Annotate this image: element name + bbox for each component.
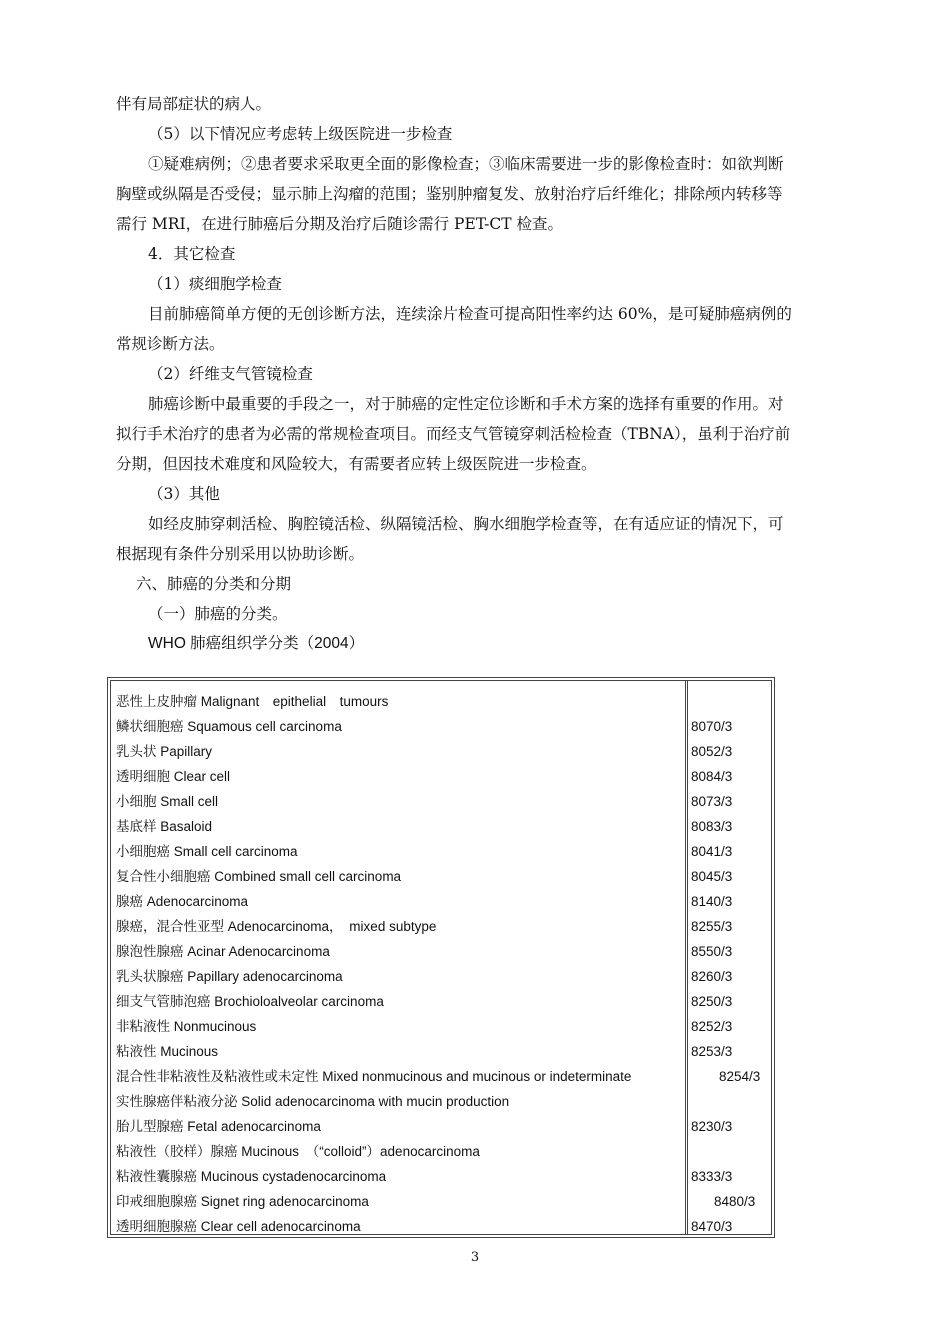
subsection-heading: （3）其他: [148, 485, 220, 503]
icd-code: 8252/3: [691, 1019, 733, 1034]
icd-code: 8045/3: [691, 869, 733, 884]
table-row: [116, 1114, 771, 1139]
tumor-name: 非粘液性 Nonmucinous: [116, 1019, 257, 1034]
tumor-name: 恶性上皮肿瘤 Malignant epithelial tumours: [116, 694, 389, 709]
icd-code: 8550/3: [691, 944, 733, 959]
paragraph-line: （5）以下情况应考虑转上级医院进一步检查: [148, 125, 453, 143]
table-row: [116, 714, 771, 739]
icd-code: 8255/3: [691, 919, 733, 934]
icd-code: 8470/3: [691, 1219, 733, 1234]
table-row: [116, 1064, 771, 1089]
table-row: [116, 1164, 771, 1189]
tumor-name: 腺泡性腺癌 Acinar Adenocarcinoma: [116, 944, 330, 959]
icd-code: 8052/3: [691, 744, 733, 759]
table-row: [116, 814, 771, 839]
tumor-name: 透明细胞腺癌 Clear cell adenocarcinoma: [116, 1219, 361, 1234]
tumor-name: 细支气管肺泡癌 Brochioloalveolar carcinoma: [116, 994, 384, 1009]
icd-code: 8041/3: [691, 844, 733, 859]
table-row: [116, 739, 771, 764]
tumor-name: 腺癌 Adenocarcinoma: [116, 894, 249, 909]
section-heading: 4．其它检查: [148, 245, 236, 263]
icd-code: 8254/3: [719, 1069, 761, 1084]
tumor-name: 乳头状 Papillary: [116, 744, 213, 759]
paragraph-line: 肺癌诊断中最重要的手段之一，对于肺癌的定性定位诊断和手术方案的选择有重要的作用。对: [148, 395, 784, 413]
table-row: [116, 1189, 771, 1214]
tumor-name: 小细胞 Small cell: [116, 794, 219, 809]
icd-code: 8333/3: [691, 1169, 733, 1184]
table-row: [116, 1214, 771, 1239]
table-row: [116, 989, 771, 1014]
table-row: [116, 964, 771, 989]
tumor-name: 粘液性 Mucinous: [116, 1044, 219, 1059]
table-row: [116, 914, 771, 939]
tumor-name: 粘液性囊腺癌 Mucinous cystadenocarcinoma: [116, 1169, 387, 1184]
chapter-heading: 六、肺癌的分类和分期: [136, 575, 292, 593]
tumor-name: 乳头状腺癌 Papillary adenocarcinoma: [116, 969, 343, 984]
table-row: [116, 939, 771, 964]
icd-code: 8260/3: [691, 969, 733, 984]
icd-code: 8480/3: [714, 1194, 756, 1209]
tumor-name: 混合性非粘液性及粘液性或未定性 Mixed nonmucinous and mucinous or indeterminate: [116, 1069, 632, 1084]
icd-code: 8140/3: [691, 894, 733, 909]
paragraph-line: 目前肺癌简单方便的无创诊断方法，连续涂片检查可提高阳性率约达 60%，是可疑肺癌病例的: [148, 305, 792, 323]
tumor-name: 实性腺癌伴粘液分泌 Solid adenocarcinoma with mucin production: [116, 1094, 510, 1109]
tumor-name: 小细胞癌 Small cell carcinoma: [116, 844, 298, 859]
icd-code: 8083/3: [691, 819, 733, 834]
table-row: [116, 889, 771, 914]
table-row: [116, 1089, 771, 1114]
table-row: [116, 689, 771, 714]
table-row: [116, 839, 771, 864]
paragraph-line: ①疑难病例；②患者要求采取更全面的影像检查；③临床需要进一步的影像检查时：如欲判断: [148, 155, 784, 173]
tumor-name: 透明细胞 Clear cell: [116, 769, 231, 784]
tumor-name: 腺癌，混合性亚型 Adenocarcinoma， mixed subtype: [116, 919, 437, 934]
page-number: 3: [470, 1250, 480, 1265]
icd-code: 8250/3: [691, 994, 733, 1009]
icd-code: 8073/3: [691, 794, 733, 809]
table-caption: WHO 肺癌组织学分类（2004）: [148, 635, 365, 652]
tumor-name: 粘液性（胶样）腺癌 Mucinous （“colloid”）adenocarcinoma: [116, 1144, 480, 1159]
paragraph-line: 如经皮肺穿刺活检、胸腔镜活检、纵隔镜活检、胸水细胞学检查等，在有适应证的情况下，可: [148, 515, 784, 533]
icd-code: 8070/3: [691, 719, 733, 734]
subsection-heading: （一）肺癌的分类。: [148, 605, 288, 623]
subsection-heading: （2）纤维支气管镜检查: [148, 365, 313, 383]
table-row: [116, 1139, 771, 1164]
paragraph-line: 拟行手术治疗的患者为必需的常规检查项目。而经支气管镜穿刺活检检查（TBNA），虽利于治疗前: [116, 425, 791, 443]
table-row: [116, 764, 771, 789]
icd-code: 8084/3: [691, 769, 733, 784]
tumor-name: 基底样 Basaloid: [116, 819, 213, 834]
icd-code: 8230/3: [691, 1119, 733, 1134]
table-row: [116, 1039, 771, 1064]
paragraph-line: 分期，但因技术难度和风险较大，有需要者应转上级医院进一步检查。: [116, 455, 597, 473]
tumor-name: 印戒细胞腺癌 Signet ring adenocarcinoma: [116, 1194, 369, 1209]
table-row: [116, 789, 771, 814]
icd-code: 8253/3: [691, 1044, 733, 1059]
paragraph-line: 需行 MRI，在进行肺癌后分期及治疗后随诊需行 PET-CT 检查。: [116, 215, 563, 233]
tumor-name: 鳞状细胞癌 Squamous cell carcinoma: [116, 719, 342, 734]
paragraph-line: 胸壁或纵隔是否受侵；显示肺上沟瘤的范围；鉴别肿瘤复发、放射治疗后纤维化；排除颅内转移等: [116, 185, 783, 203]
paragraph-line: 根据现有条件分别采用以协助诊断。: [116, 545, 365, 563]
tumor-name: 胎儿型腺癌 Fetal adenocarcinoma: [116, 1119, 321, 1134]
table-row: [116, 1014, 771, 1039]
subsection-heading: （1）痰细胞学检查: [148, 275, 282, 293]
classification-table: [107, 677, 775, 1238]
table-row: [116, 864, 771, 889]
paragraph-line: 伴有局部症状的病人。: [116, 95, 272, 113]
paragraph-line: 常规诊断方法。: [116, 335, 225, 353]
table-inner-border: [110, 680, 772, 1235]
tumor-name: 复合性小细胞癌 Combined small cell carcinoma: [116, 869, 402, 884]
